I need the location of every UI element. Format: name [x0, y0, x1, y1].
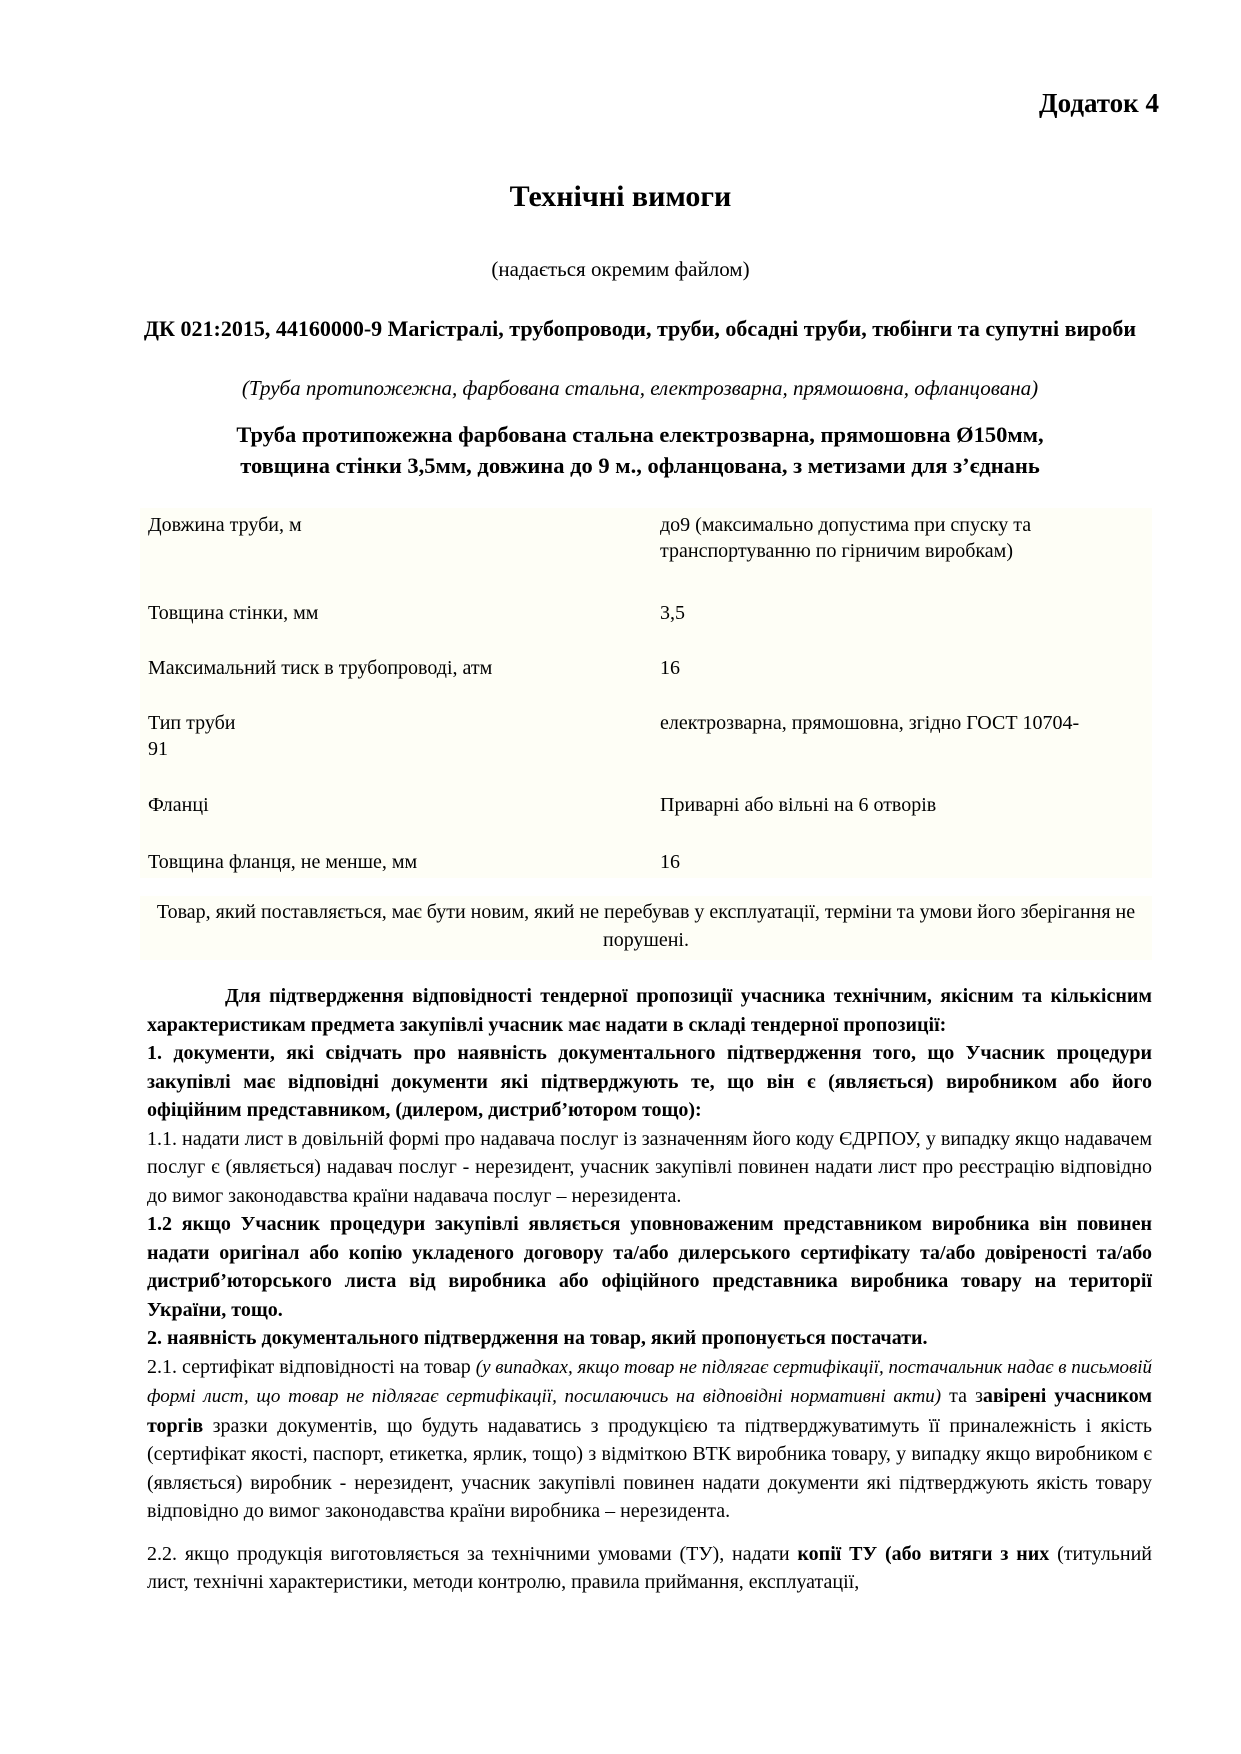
item-2-2-text: 2.2. якщо продукція виготовляється за технічними умовами (ТУ), надати	[147, 1542, 798, 1565]
appendix-label: Додаток 4	[1039, 88, 1159, 118]
document-title: Технічні вимоги	[509, 180, 732, 213]
spec-param: Фланці	[148, 794, 209, 816]
item-2-1-bold: авірені учасником торгів	[147, 1385, 1152, 1437]
spec-param: Товщина стінки, мм	[148, 602, 319, 624]
item-2-1-text: та з	[941, 1385, 983, 1407]
product-heading-line1: Труба протипожежна фарбована стальна електрозварна, прямошовна Ø150мм,	[236, 422, 1044, 447]
product-heading-line2: товщина стінки 3,5мм, довжина до 9 м., офланцована, з метизами для з’єднань	[240, 453, 1040, 478]
requirement-item-2-1	[147, 1353, 1152, 1526]
product-heading	[130, 419, 1150, 481]
requirement-item-1-2: 1.2 якщо Учасник процедури закупівлі являється уповноваженим представником виробника він повинен надати оригінал або копію укладеного договору та/або дилерського сертифікату та/або довіреності та/або дистриб’юторського листа від виробника або офіційного представника виробника товару на території України, тощо.	[147, 1213, 1152, 1321]
spec-value: 16	[660, 851, 680, 873]
spec-value: 3,5	[660, 602, 685, 624]
item-2-2-bold: копії ТУ (або витяги з них	[797, 1542, 1050, 1565]
title-subnote: (надається окремим файлом)	[491, 257, 750, 281]
spec-param	[148, 710, 588, 762]
spec-value: електрозварна, прямошовна, згідно ГОСТ 10704-	[660, 712, 1080, 734]
item-2-1-italic: (у випадках, якщо товар не підлягає сертифікації, постачальник надає в письмовій формі лист, що товар не підлягає сертифікації, посилаючись на відповідні нормативні акти)	[147, 1356, 1152, 1407]
requirement-item-1: 1. документи, які свідчать про наявність документального підтвердження того, що Учасник процедури закупівлі має відповідні документи які підтверджують те, що він є (являється) виробником або його офіційним представником, (дилером, дистриб’ютором тощо):	[147, 1042, 1152, 1121]
spec-param: Товщина фланця, не менше, мм	[148, 851, 418, 873]
spec-value: до9 (максимально допустима при спуску та транспортуванню по гірничим виробкам)	[660, 514, 1032, 562]
classification-code: ДК 021:2015, 44160000-9 Магістралі, трубопроводи, труби, обсадні труби, тюбінги та супутні вироби	[143, 316, 1137, 341]
requirement-item-2: 2. наявність документального підтвердження на товар, який пропонується постачати.	[147, 1327, 928, 1349]
goods-note: Товар, який поставляється, має бути новим, який не перебував у експлуатації, терміни та умови його зберігання не порушені.	[140, 896, 1152, 960]
requirement-item-1-1: 1.1. надати лист в довільній формі про надавача послуг із зазначенням його коду ЄДРПОУ, у випадку якщо надавачем послуг є (являється) надавач послуг - нерезидент, учасник закупівлі повинен надати лист про реєстрацію відповідно до вимог законодавства країни надавача послуг – нерезидента.	[147, 1127, 1152, 1207]
spec-param-line: Тип труби	[148, 712, 236, 734]
requirements-intro: Для підтвердження відповідності тендерної пропозиції учасника технічним, якісним та кількісним характеристикам предмета закупівлі учасник має надати в складі тендерної пропозиції:	[147, 985, 1152, 1036]
requirements-section	[147, 982, 1152, 1597]
spec-param: Максимальний тиск в трубопроводі, атм	[148, 657, 493, 679]
item-2-1-text: зразки документів, що будуть надаватись з продукцією та підтверджуватимуть її приналежність і якість (сертифікат якості, паспорт, етикетка, ярлик, тощо) з відміткою ВТК виробника товару, у випадку якщо виробником є (являється) виробник - нерезидент, учасник закупівлі повинен надати документи які підтверджують якість товару відповідно до вимог законодавства країни виробника – нерезидента.	[147, 1414, 1152, 1522]
item-2-1-text: 2.1. сертифікат відповідності на товар	[147, 1355, 476, 1378]
spec-value: Приварні або вільні на 6 отворів	[660, 794, 937, 816]
item-2-2-text: (титульний лист, технічні характеристики, методи контролю, правила приймання, експлуатації,	[147, 1542, 1152, 1593]
requirement-item-2-2	[147, 1540, 1152, 1597]
spec-param: Довжина труби, м	[148, 514, 302, 536]
spec-table	[140, 508, 1152, 878]
classification-description: (Труба протипожежна, фарбована стальна, електрозварна, прямошовна, офланцована)	[241, 376, 1039, 400]
spec-param-line: 91	[148, 738, 168, 760]
spec-value: 16	[660, 657, 680, 679]
